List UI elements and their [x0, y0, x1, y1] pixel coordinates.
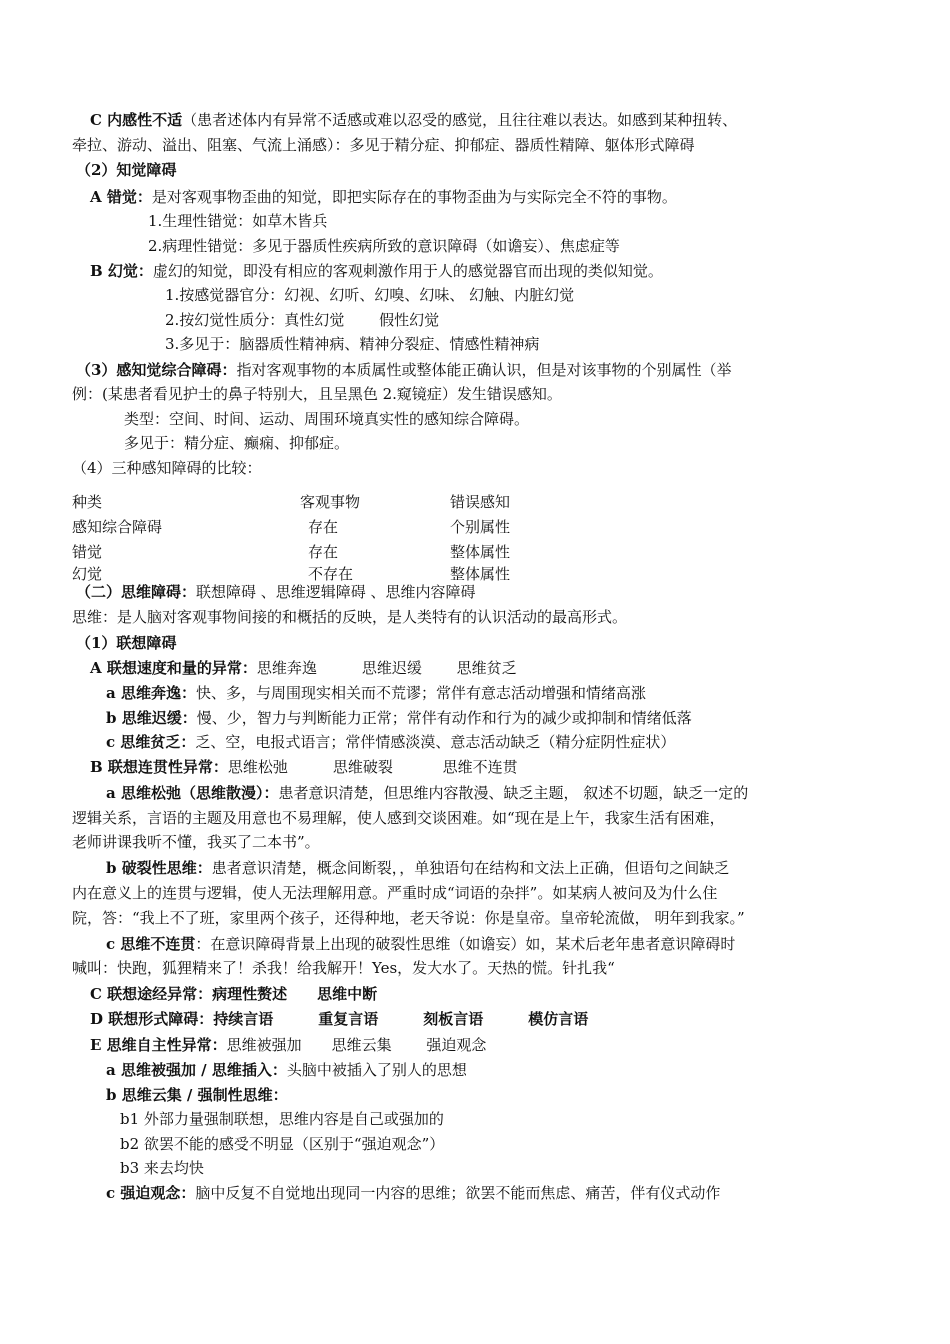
- text-line: [165, 334, 539, 354]
- bold-heading-text: b 破裂性思维：: [106, 859, 212, 877]
- body-text: 例：(某患者看见护士的鼻子特别大，且呈黑色 2.窥镜症）发生错误感知。: [72, 385, 562, 403]
- body-text: 内在意义上的连贯与逻辑，使人无法理解用意。严重时成“词语的杂拌”。如某病人被问及为什么住: [72, 884, 718, 902]
- text-line: [90, 984, 377, 1004]
- bold-heading-text: a 思维被强加 / 思维插入：: [106, 1061, 287, 1079]
- table-cell-perception: 整体属性: [450, 543, 511, 561]
- text-line: [90, 757, 518, 777]
- text-line: [90, 1009, 588, 1029]
- table-cell-type: 感知综合障碍: [72, 518, 163, 536]
- bold-heading-text: A 联想速度和量的异常：: [90, 659, 257, 677]
- body-text: b2 欲罢不能的感受不明显（区别于“强迫观念”）: [120, 1135, 445, 1153]
- bold-heading-text: （3）感知觉综合障碍：: [76, 361, 237, 379]
- text-line: [120, 1109, 444, 1129]
- text-line: [72, 135, 695, 155]
- body-text: 联想障碍 、思维逻辑障碍 、思维内容障碍: [196, 583, 476, 601]
- text-line: [148, 236, 620, 256]
- text-line: [106, 708, 692, 728]
- text-line: [90, 110, 737, 130]
- body-text: 思维松弛 思维破裂 思维不连贯: [227, 758, 518, 776]
- body-text: 老师讲课我听不懂，我买了二本书”。: [72, 833, 320, 851]
- table-cell-object: 存在: [308, 543, 339, 561]
- body-text: 2.病理性错觉：多见于器质性疾病所致的意识障碍（如谵妄）、焦虑症等: [148, 237, 620, 255]
- body-text: b1 外部力量强制联想，思维内容是自己或强加的: [120, 1110, 444, 1128]
- table-header-perception: 错误感知: [450, 493, 511, 511]
- body-text: 是对客观事物歪曲的知觉，即把实际存在的事物歪曲为与实际完全不符的事物。: [151, 188, 677, 206]
- bold-heading-text: B 联想连贯性异常：: [90, 758, 228, 776]
- text-line: [124, 409, 529, 429]
- body-text: 2.按幻觉性质分：真性幻觉 假性幻觉: [165, 311, 440, 329]
- body-text: 1.生理性错觉：如草木皆兵: [148, 212, 328, 230]
- text-line: [106, 1085, 288, 1105]
- text-line: [165, 285, 574, 305]
- body-text: 3.多见于：脑器质性精神病、精神分裂症、情感性精神病: [165, 335, 540, 353]
- text-line: [72, 883, 717, 903]
- bold-heading-text: （二）思维障碍：: [76, 583, 197, 601]
- text-line: [120, 1134, 444, 1154]
- body-text: 虚幻的知觉，即没有相应的客观刺激作用于人的感觉器官而出现的类似知觉。: [152, 262, 663, 280]
- text-line: [90, 261, 663, 281]
- text-line: [106, 1060, 467, 1080]
- body-text: 多见于：精分症、癫痫、抑郁症。: [124, 434, 350, 452]
- text-line: [72, 808, 725, 828]
- text-line: [76, 582, 476, 602]
- text-line: [106, 732, 675, 752]
- text-line: [72, 958, 615, 978]
- table-cell-object: 存在: [308, 518, 339, 536]
- body-text: 指对客观事物的本质属性或整体能正确认识，但是对该事物的个别属性（举: [236, 361, 732, 379]
- table-cell-perception: 整体属性: [450, 565, 511, 583]
- body-text: 慢、少，智力与判断能力正常；常伴有动作和行为的减少或抑制和情绪低落: [196, 709, 692, 727]
- text-line: [72, 908, 745, 928]
- bold-heading-text: c 思维贫乏：: [106, 733, 196, 751]
- body-text: 牵拉、游动、溢出、阻塞、气流上涌感）：多见于精分症、抑郁症、器质性精障、躯体形式障碍: [72, 136, 695, 154]
- bold-heading-text: b 思维云集 / 强制性思维：: [106, 1086, 288, 1104]
- body-text: 思维被强加 思维云集 强迫观念: [226, 1036, 487, 1054]
- body-text: 喊叫：快跑，狐狸精来了！杀我！给我解开！Yes，发大水了。天热的慌。针扎我“: [72, 959, 615, 977]
- bold-heading-text: （1）联想障碍: [76, 634, 177, 652]
- body-text: 1.按感觉器官分：幻视、幻听、幻嗅、幻味、 幻触、内脏幻觉: [165, 286, 575, 304]
- bold-heading-text: b 思维迟缓：: [106, 709, 197, 727]
- table-cell-object: 不存在: [308, 565, 354, 583]
- bold-heading-text: c 强迫观念：: [106, 1184, 196, 1202]
- text-line: [76, 360, 731, 380]
- text-line: [72, 832, 320, 852]
- table-header-object: 客观事物: [300, 493, 361, 511]
- bold-heading-text: A 错觉：: [90, 188, 152, 206]
- body-text: 逻辑关系，言语的主题及用意也不易理解，使人感到交谈困难。如“现在是上午，我家生活有困难，: [72, 809, 725, 827]
- text-line: [76, 633, 176, 653]
- text-line: [90, 658, 517, 678]
- text-line: [106, 858, 729, 878]
- bold-heading-text: a 思维松弛（思维散漫）：: [106, 784, 279, 802]
- text-line: [106, 934, 735, 954]
- text-line: [106, 1183, 720, 1203]
- text-line: [90, 187, 677, 207]
- text-line: [90, 1035, 486, 1055]
- body-text: 思维：是人脑对客观事物间接的和概括的反映，是人类特有的认识活动的最高形式。: [72, 608, 628, 626]
- body-text: 快、多，与周围现实相关而不荒谬；常伴有意志活动增强和情绪高涨: [195, 684, 646, 702]
- body-text: （4）三种感知障碍的比较：: [72, 459, 262, 477]
- bold-heading-text: C 内感性不适: [90, 111, 183, 129]
- text-line: [76, 160, 176, 180]
- bold-heading-text: c 思维不连贯: [106, 935, 196, 953]
- body-text: 院，答：“我上不了班，家里两个孩子，还得种地，老天爷说：你是皇帝。皇帝轮流做， 明年到我家。”: [72, 909, 745, 927]
- text-line: [124, 433, 349, 453]
- text-line: [148, 211, 327, 231]
- bold-heading-text: （2）知觉障碍: [76, 161, 177, 179]
- body-text: b3 来去均快: [120, 1159, 204, 1177]
- body-text: 类型：空间、时间、运动、周围环境真实性的感知综合障碍。: [124, 410, 530, 428]
- table-cell-type: 错觉: [72, 543, 103, 561]
- text-line: [106, 683, 646, 703]
- bold-heading-text: C 联想途经异常：病理性赘述 思维中断: [90, 985, 378, 1003]
- table-cell-type: 幻觉: [72, 565, 103, 583]
- bold-heading-text: D 联想形式障碍：持续言语 重复言语 刻板言语 模仿言语: [90, 1010, 589, 1028]
- body-text: ：在意识障碍背景上出现的破裂性思维（如谵妄）如，某术后老年患者意识障碍时: [195, 935, 736, 953]
- body-text: 患者意识清楚，但思维内容散漫、缺乏主题， 叙述不切题，缺乏一定的: [278, 784, 749, 802]
- body-text: 乏、空，电报式语言；常伴情感淡漠、意志活动缺乏（精分症阴性症状）: [195, 733, 676, 751]
- text-line: [106, 783, 748, 803]
- body-text: 头脑中被插入了别人的思想: [286, 1061, 467, 1079]
- text-line: [72, 607, 627, 627]
- text-line: [165, 310, 439, 330]
- body-text: （患者述体内有异常不适感或难以忍受的感觉，且往往难以表达。如感到某种扭转、: [182, 111, 738, 129]
- table-cell-perception: 个别属性: [450, 518, 511, 536]
- text-line: [72, 384, 562, 404]
- bold-heading-text: E 思维自主性异常：: [90, 1036, 227, 1054]
- bold-heading-text: a 思维奔逸：: [106, 684, 196, 702]
- body-text: 患者意识清楚，概念间断裂，，单独语句在结构和文法上正确，但语句之间缺乏: [211, 859, 730, 877]
- bold-heading-text: B 幻觉：: [90, 262, 153, 280]
- body-text: 思维奔逸 思维迟缓 思维贫乏: [256, 659, 517, 677]
- text-line: [120, 1158, 204, 1178]
- body-text: 脑中反复不自觉地出现同一内容的思维；欲罢不能而焦虑、痛苦，伴有仪式动作: [195, 1184, 721, 1202]
- text-line: [72, 458, 262, 478]
- table-header-type: 种类: [72, 493, 103, 511]
